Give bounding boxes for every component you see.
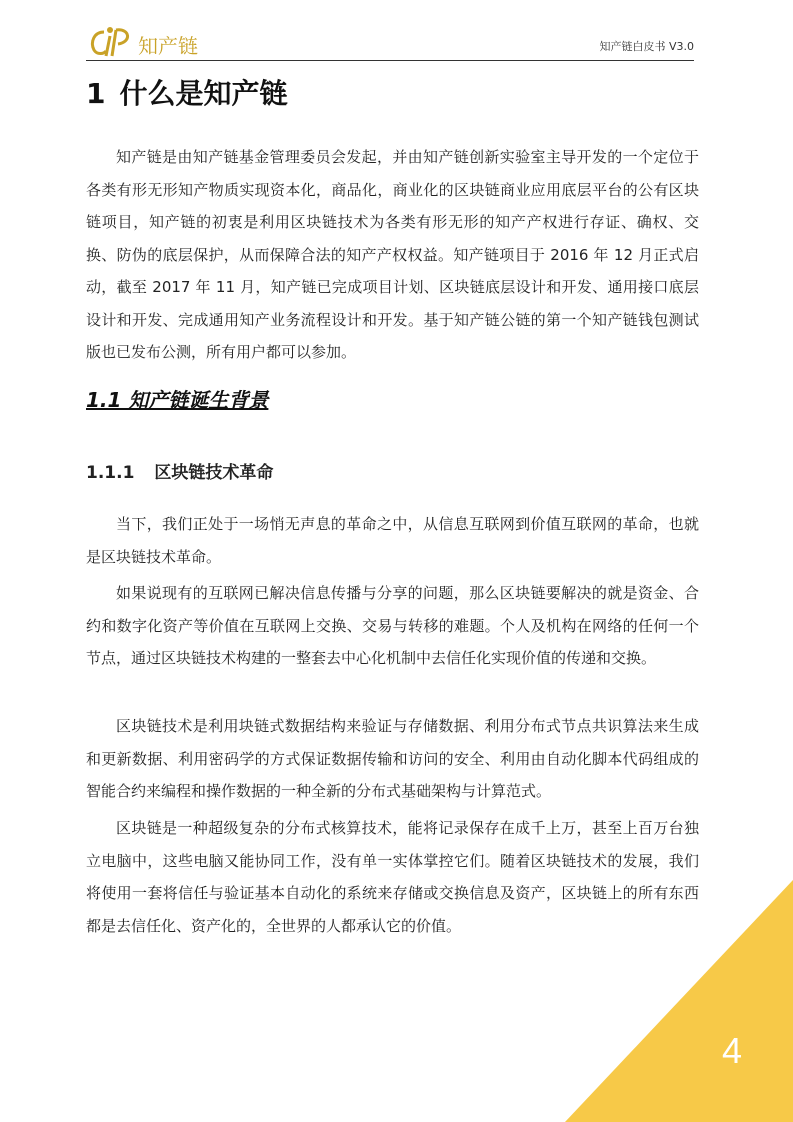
page-number: 4 [722,1030,743,1071]
section-heading-1-1-1 [86,458,273,483]
intro-paragraph: 知产链是由知产链基金管理委员会发起，并由知产链创新实验室主导开发的一个定位于各类有形无形知产物质实现资本化，商品化，商业化的区块链商业应用底层平台的公有区块链项目，知产链的初衷是利用区块链技术为各类有形无形的知产产权进行存证、确权、交换、防伪的底层保护，从而保障合法的知产产权权益。知产链项目于 2016 年 12 月正式启动，截至 2017 年 11 月，知产链已完成项目计划、区块链底层设计和开发、通用接口底层设计和开发、完成通用知产业务流程设计和开发。基于知产链公链的第一个知产链钱包测试版也已发布公测，所有用户都可以参加。 [86,148,699,361]
body-paragraph-3: 区块链技术是利用块链式数据结构来验证与存储数据、利用分布式节点共识算法来生成和更新数据、利用密码学的方式保证数据传输和访问的安全、利用由自动化脚本代码组成的智能合约来编程和操作数据的一种全新的分布式基础架构与计算范式。 [86,717,699,800]
body-paragraph-4: 区块链是一种超级复杂的分布式核算技术，能将记录保存在成千上万，甚至上百万台独立电脑中，这些电脑又能协同工作，没有单一实体掌控它们。随着区块链技术的发展，我们将使用一套将信任与验证基本自动化的系统来存储或交换信息及资产，区块链上的所有东西都是去信任化、资产化的，全世界的人都承认它的价值。 [86,819,699,935]
subsection-number: 1.1.1 [86,463,135,483]
section-heading-1-1: 1.1 知产链诞生背景 [86,388,269,412]
section-title: 什么是知产链 [119,77,288,110]
section-number: 1 [86,77,106,110]
page-header [86,22,694,61]
subsection-title: 区块链技术革命 [154,463,274,483]
document-title: 知产链白皮书 V3.0 [599,40,694,53]
logo-icon [86,24,136,58]
body-paragraph-1: 当下，我们正处于一场悄无声息的革命之中，从信息互联网到价值互联网的革命，也就是区块链技术革命。 [86,515,699,566]
logo-text: 知产链 [138,34,198,58]
section-heading-1 [86,72,288,112]
body-paragraph-2: 如果说现有的互联网已解决信息传播与分享的问题，那么区块链要解决的就是资金、合约和数字化资产等价值在互联网上交换、交易与转移的难题。个人及机构在网络的任何一个节点，通过区块链技术构建的一整套去中心化机制中去信任化实现价值的传递和交换。 [86,584,699,667]
